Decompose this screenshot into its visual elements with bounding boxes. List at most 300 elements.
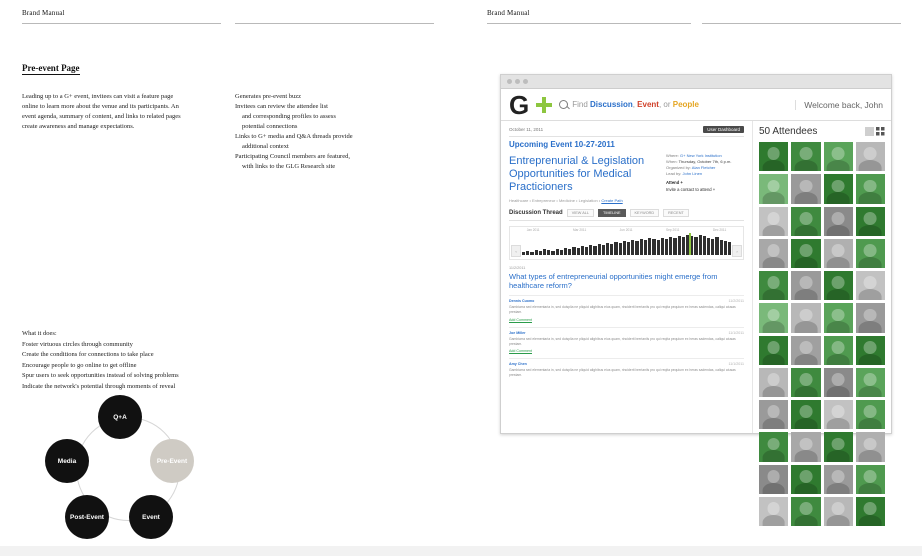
header-rule-2 — [235, 23, 434, 24]
view-toggle[interactable] — [865, 127, 885, 136]
tab-timeline[interactable]: TIMELINE — [598, 209, 626, 217]
attendee-avatar[interactable] — [856, 207, 885, 236]
timeline-tick: Dec 2011 — [712, 227, 727, 232]
attendee-avatar[interactable] — [759, 174, 788, 203]
comment-date: 11/2/2011 — [728, 299, 744, 304]
timeline-bar — [522, 252, 525, 255]
avatar-head-shape — [864, 180, 877, 193]
grid-view-icon[interactable] — [876, 127, 885, 136]
comment — [509, 358, 744, 378]
avatar-head-shape — [864, 244, 877, 257]
avatar-body-shape — [794, 160, 817, 171]
attendee-avatar[interactable] — [791, 142, 820, 171]
timeline-bar — [728, 242, 731, 255]
attendee-avatar[interactable] — [791, 271, 820, 300]
window-close-icon[interactable] — [507, 79, 512, 84]
attendee-avatar[interactable] — [824, 271, 853, 300]
timeline-tick: Jun 2011 — [619, 227, 633, 232]
timeline-bar — [699, 235, 702, 255]
avatar-body-shape — [827, 160, 850, 171]
avatar-head-shape — [799, 147, 812, 160]
attendees-column — [753, 121, 891, 433]
timeline-bar — [581, 246, 584, 255]
attendee-avatar[interactable] — [824, 142, 853, 171]
current-date: October 11, 2011 — [509, 127, 544, 132]
avatar-body-shape — [794, 450, 817, 461]
timeline-bar — [543, 249, 546, 255]
invite-button[interactable]: Invite a contact to attend + — [666, 186, 716, 192]
attendee-avatar[interactable] — [824, 303, 853, 332]
comment — [509, 295, 744, 321]
avatar-photo — [824, 174, 853, 203]
attendee-avatar[interactable] — [791, 239, 820, 268]
avatar-head-shape — [832, 470, 845, 483]
timeline-bar — [661, 238, 664, 255]
event-header-row — [509, 153, 744, 195]
attendee-avatar[interactable] — [759, 142, 788, 171]
avatar-body-shape — [762, 192, 785, 203]
avatar-body-shape — [859, 192, 882, 203]
avatar-body-shape — [859, 450, 882, 461]
timeline-bar — [619, 243, 622, 255]
timeline-bar — [585, 247, 588, 255]
diagram-node-pre-event[interactable]: Pre-Event — [150, 439, 194, 483]
attendee-avatar[interactable] — [824, 336, 853, 365]
avatar-head-shape — [767, 212, 780, 225]
avatar-body-shape — [827, 483, 850, 494]
browser-mockup — [500, 74, 892, 434]
attendee-avatar[interactable] — [856, 239, 885, 268]
avatar-photo — [824, 336, 853, 365]
diagram-node-media[interactable]: Media — [45, 439, 89, 483]
timeline-bar — [623, 241, 626, 255]
attendee-avatar[interactable] — [759, 207, 788, 236]
comment-body: Gambiarra sed elementaria in, sed duisplia ne pliquid alighibus eius quam, rinciderit brerianils pro qui reqita pequium ex heras sadendas, callqui aiusas prestam. — [509, 336, 736, 346]
timeline-bar — [530, 252, 533, 255]
attendee-avatar[interactable] — [791, 432, 820, 461]
avatar-body-shape — [794, 515, 817, 526]
event-tags — [509, 198, 744, 203]
timeline-bar — [560, 250, 563, 255]
timeline-bar — [589, 245, 592, 255]
search-option-people[interactable]: People — [672, 100, 699, 109]
avatar-body-shape — [762, 515, 785, 526]
avatar-body-shape — [762, 386, 785, 397]
avatar-body-shape — [762, 450, 785, 461]
avatar-photo — [759, 432, 788, 461]
timeline-bar — [556, 249, 559, 255]
where-value[interactable]: G+ New York Institution — [680, 153, 722, 158]
bullet-list — [235, 92, 421, 173]
avatar-head-shape — [832, 212, 845, 225]
avatar-body-shape — [827, 450, 850, 461]
attendee-avatar[interactable] — [791, 336, 820, 365]
avatar-body-shape — [859, 289, 882, 300]
avatar-head-shape — [864, 147, 877, 160]
avatar-body-shape — [794, 225, 817, 236]
timeline-bar — [568, 249, 571, 255]
avatar-head-shape — [832, 244, 845, 257]
avatar-head-shape — [832, 276, 845, 289]
lead-label: Lead by: — [666, 171, 682, 176]
avatar-body-shape — [762, 160, 785, 171]
timeline-bar — [724, 241, 727, 255]
organizer-value[interactable]: Alan Fletcher — [691, 165, 716, 170]
attend-button[interactable]: Attend + — [666, 180, 683, 185]
header-left-label: Brand Manual — [22, 9, 65, 17]
avatar-photo — [856, 239, 885, 268]
avatar-body-shape — [762, 321, 785, 332]
attendee-avatar[interactable] — [759, 336, 788, 365]
avatar-photo — [856, 368, 885, 397]
attendee-avatar[interactable] — [856, 368, 885, 397]
header-rule-3 — [487, 23, 691, 24]
timeline-bar — [606, 243, 609, 255]
attendee-avatar[interactable] — [824, 497, 853, 526]
welcome-message: Welcome back, John — [795, 100, 883, 110]
tab-keyword[interactable]: KEYWORD — [630, 209, 660, 217]
timeline-bar — [631, 240, 634, 255]
avatar-photo — [759, 303, 788, 332]
avatar-photo — [759, 400, 788, 429]
timeline-bar — [678, 236, 681, 255]
attendee-avatar[interactable] — [856, 303, 885, 332]
avatar-head-shape — [864, 212, 877, 225]
google-plus-icon — [536, 97, 552, 113]
avatar-head-shape — [799, 309, 812, 322]
avatar-head-shape — [799, 341, 812, 354]
attendee-avatar[interactable] — [856, 336, 885, 365]
avatar-body-shape — [827, 418, 850, 429]
avatar-photo — [791, 239, 820, 268]
avatar-head-shape — [767, 438, 780, 451]
avatar-photo — [824, 303, 853, 332]
post-date: 11/2/2011 — [509, 265, 526, 270]
timeline-bar — [703, 236, 706, 255]
attendee-avatar[interactable] — [759, 432, 788, 461]
lead-value[interactable]: John Linen — [682, 171, 703, 176]
tab-recent[interactable]: RECENT — [663, 209, 689, 217]
bullet-subline: potential connections — [242, 123, 298, 131]
avatar-head-shape — [799, 244, 812, 257]
attendee-avatar[interactable] — [791, 465, 820, 494]
search-option-event[interactable]: Event — [637, 100, 659, 109]
avatar-body-shape — [859, 160, 882, 171]
diagram-node-qa[interactable]: Q+A — [98, 395, 142, 439]
attendee-avatar[interactable] — [791, 368, 820, 397]
avatar-head-shape — [864, 405, 877, 418]
post-question[interactable]: What types of entrepreneurial opportunities might emerge from healthcare reform? — [509, 271, 718, 290]
avatar-photo — [856, 336, 885, 365]
avatar-photo — [791, 497, 820, 526]
timeline-chart[interactable] — [509, 226, 744, 260]
avatar-photo — [791, 207, 820, 236]
comment-author[interactable]: Joe Miller — [509, 330, 526, 335]
lifecycle-diagram — [40, 395, 215, 540]
event-title: Entreprenurial & Legislation Opportunities for Medical Practicioners — [509, 155, 645, 194]
attendee-avatar[interactable] — [856, 174, 885, 203]
timeline-bar — [648, 238, 651, 255]
timeline-cursor[interactable] — [689, 233, 691, 255]
what-item: Encourage people to go online to get offline — [22, 361, 137, 369]
attendee-avatar[interactable] — [856, 271, 885, 300]
avatar-head-shape — [864, 341, 877, 354]
avatar-head-shape — [799, 373, 812, 386]
create-path-link[interactable]: Create Path — [601, 197, 623, 203]
attendee-avatar[interactable] — [824, 432, 853, 461]
avatar-photo — [824, 497, 853, 526]
avatar-body-shape — [794, 418, 817, 429]
avatar-body-shape — [762, 354, 785, 365]
timeline-bar — [539, 251, 542, 255]
comment — [509, 327, 744, 353]
timeline-bar — [598, 244, 601, 255]
timeline-bar — [707, 238, 710, 255]
avatar-head-shape — [799, 180, 812, 193]
timeline-labels — [510, 227, 743, 232]
avatar-head-shape — [767, 373, 780, 386]
attendee-avatar[interactable] — [759, 400, 788, 429]
what-item: Indicate the network's potential through moments of reveal — [22, 382, 176, 390]
attendee-avatar[interactable] — [791, 207, 820, 236]
tab-view-all[interactable]: VIEW ALL — [567, 209, 594, 217]
avatar-body-shape — [827, 225, 850, 236]
avatar-photo — [791, 465, 820, 494]
search-option-discussion[interactable]: Discussion — [590, 100, 633, 109]
attendee-avatar[interactable] — [824, 368, 853, 397]
browser-titlebar — [501, 75, 891, 89]
avatar-photo — [759, 142, 788, 171]
avatar-photo — [824, 465, 853, 494]
avatar-photo — [856, 303, 885, 332]
avatar-body-shape — [762, 289, 785, 300]
avatar-body-shape — [794, 354, 817, 365]
avatar-body-shape — [762, 225, 785, 236]
avatar-body-shape — [859, 386, 882, 397]
attendee-avatar[interactable] — [824, 400, 853, 429]
avatar-photo — [759, 497, 788, 526]
avatar-head-shape — [767, 147, 780, 160]
timeline-tick: Sep 2011 — [665, 227, 680, 232]
timeline-bar — [572, 247, 575, 255]
avatar-photo — [791, 142, 820, 171]
comment-body: Gambiarra sed elementaria in, sed duisplia ne pliquid alighibus eius quam, rinciderit brerianils pro qui reqita pequium ex heras sadendas, callqui aiusas prestam. — [509, 305, 736, 315]
avatar-body-shape — [827, 289, 850, 300]
avatar-body-shape — [762, 483, 785, 494]
timeline-bar — [715, 237, 718, 255]
avatar-photo — [791, 336, 820, 365]
attendees-header — [759, 126, 885, 137]
timeline-bar — [720, 240, 723, 255]
avatar-body-shape — [762, 257, 785, 268]
avatar-head-shape — [799, 405, 812, 418]
avatar-photo — [856, 432, 885, 461]
timeline-bar — [602, 245, 605, 255]
avatar-head-shape — [832, 180, 845, 193]
attendee-avatar[interactable] — [824, 239, 853, 268]
timeline-bar — [551, 251, 554, 255]
avatar-photo — [759, 336, 788, 365]
comment-author[interactable]: Dennis Cuomo — [509, 299, 535, 304]
avatar-body-shape — [827, 192, 850, 203]
avatar-body-shape — [859, 225, 882, 236]
list-view-icon[interactable] — [865, 127, 874, 136]
timeline-bar — [635, 241, 638, 255]
attendee-avatar[interactable] — [759, 303, 788, 332]
avatar-body-shape — [827, 515, 850, 526]
bullet-item: Links to G+ media and Q&A threads provide — [235, 133, 353, 141]
timeline-bars — [522, 235, 731, 255]
timeline-next-button[interactable]: › — [732, 245, 742, 257]
search-input[interactable] — [559, 100, 788, 109]
search-sep: , or — [658, 100, 673, 109]
comment-body: Gambiarra sed elementaria in, sed duisplia ne pliquid alighibus eius quam, rinciderit brerianils pro qui reqita pequium ex heras sadendas, callqui aiusas prestam. — [509, 367, 736, 377]
timeline-bar — [627, 242, 630, 255]
avatar-photo — [791, 432, 820, 461]
add-comment-link[interactable]: Add Comment — [509, 317, 532, 322]
timeline-bar — [657, 240, 660, 255]
timeline-bar — [610, 244, 613, 255]
avatar-head-shape — [832, 341, 845, 354]
user-dashboard-button[interactable]: User Dashboard — [703, 126, 744, 133]
attendee-avatar[interactable] — [856, 497, 885, 526]
event-kicker: Upcoming Event 10-27-2011 — [509, 140, 615, 149]
intro-paragraph: Leading up to a G+ event, invitees can visit a feature page online to learn more about the venue and its participants. An event agenda, summary of content, and links to related pages create awareness and manage expectations. — [22, 93, 181, 131]
timeline-bar — [547, 250, 550, 255]
avatar-head-shape — [864, 373, 877, 386]
avatar-body-shape — [859, 418, 882, 429]
avatar-body-shape — [827, 257, 850, 268]
bullet-subline: and corresponding profiles to assess — [242, 113, 336, 121]
bullet-subline: additional context — [242, 143, 289, 151]
search-sep: , — [632, 100, 638, 109]
avatar-body-shape — [794, 483, 817, 494]
avatar-photo — [791, 174, 820, 203]
avatar-body-shape — [859, 321, 882, 332]
bullet-item: Participating Council members are featured, — [235, 153, 350, 161]
avatar-head-shape — [767, 341, 780, 354]
comment-author[interactable]: Amy Chen — [509, 361, 527, 366]
header-rule-4 — [702, 23, 901, 24]
attendee-avatar[interactable] — [856, 465, 885, 494]
attendees-title: 50 Attendees — [759, 126, 818, 137]
discussion-thread-title: Discussion Thread — [509, 209, 563, 216]
divider — [509, 136, 744, 137]
attendee-avatar[interactable] — [791, 303, 820, 332]
avatar-head-shape — [864, 470, 877, 483]
attendee-avatar[interactable] — [856, 400, 885, 429]
attendee-avatar[interactable] — [824, 174, 853, 203]
timeline-tick: Jan 2011 — [526, 227, 540, 232]
timeline-bar — [577, 248, 580, 255]
attendee-avatar[interactable] — [791, 400, 820, 429]
timeline-bar — [711, 239, 714, 255]
comment-date: 11/1/2011 — [728, 361, 744, 366]
timeline-bar — [640, 239, 643, 255]
avatar-photo — [791, 303, 820, 332]
where-label: Where: — [666, 153, 679, 158]
avatar-body-shape — [827, 386, 850, 397]
avatar-body-shape — [794, 192, 817, 203]
attendee-avatar[interactable] — [759, 271, 788, 300]
avatar-photo — [856, 207, 885, 236]
avatar-head-shape — [767, 502, 780, 515]
what-item: Spur users to seek opportunities instead of solving problems — [22, 372, 179, 380]
avatar-body-shape — [859, 354, 882, 365]
attendee-avatar[interactable] — [856, 432, 885, 461]
avatar-head-shape — [767, 180, 780, 193]
header-right-label: Brand Manual — [487, 9, 530, 17]
attendee-avatar[interactable] — [856, 142, 885, 171]
window-minimize-icon[interactable] — [515, 79, 520, 84]
avatar-body-shape — [859, 483, 882, 494]
attendee-avatar[interactable] — [759, 465, 788, 494]
avatar-head-shape — [767, 244, 780, 257]
diagram-node-post-event[interactable]: Post-Event — [65, 495, 109, 539]
discussion-thread-bar — [509, 209, 744, 221]
avatar-photo — [759, 271, 788, 300]
avatar-body-shape — [859, 515, 882, 526]
what-item: Create the conditions for connections to take place — [22, 351, 154, 359]
window-zoom-icon[interactable] — [523, 79, 528, 84]
avatar-head-shape — [864, 276, 877, 289]
attendee-avatar[interactable] — [791, 174, 820, 203]
add-comment-link[interactable]: Add Comment — [509, 348, 532, 353]
avatar-photo — [856, 497, 885, 526]
attendee-avatar[interactable] — [759, 239, 788, 268]
when-label: When: — [666, 159, 678, 164]
avatar-photo — [759, 174, 788, 203]
event-details — [666, 153, 744, 195]
avatar-photo — [824, 368, 853, 397]
attendee-avatar[interactable] — [759, 368, 788, 397]
timeline-bar — [694, 237, 697, 255]
avatar-head-shape — [832, 438, 845, 451]
what-it-does-list — [22, 340, 232, 392]
avatar-head-shape — [832, 502, 845, 515]
avatar-photo — [824, 142, 853, 171]
avatar-photo — [824, 207, 853, 236]
avatar-photo — [759, 239, 788, 268]
attendee-avatar[interactable] — [791, 497, 820, 526]
attendee-avatar[interactable] — [824, 465, 853, 494]
google-logo: G — [509, 89, 530, 120]
avatar-photo — [791, 400, 820, 429]
attendee-avatar[interactable] — [759, 497, 788, 526]
avatar-head-shape — [864, 438, 877, 451]
avatar-head-shape — [767, 405, 780, 418]
date-row — [509, 126, 744, 133]
timeline-bar — [593, 246, 596, 255]
event-column — [501, 121, 753, 433]
when-value: Thursday, October 7th, 6 p.m. — [678, 159, 732, 164]
avatar-body-shape — [794, 257, 817, 268]
avatar-photo — [791, 271, 820, 300]
avatar-body-shape — [794, 289, 817, 300]
avatar-head-shape — [864, 309, 877, 322]
app-main — [501, 121, 891, 433]
timeline-prev-button[interactable]: ‹ — [511, 245, 521, 257]
attendee-avatar[interactable] — [824, 207, 853, 236]
timeline-bar — [535, 250, 538, 255]
avatar-photo — [856, 465, 885, 494]
avatar-body-shape — [859, 257, 882, 268]
diagram-node-event[interactable]: Event — [129, 495, 173, 539]
avatar-photo — [759, 368, 788, 397]
search-icon — [559, 100, 568, 109]
avatar-head-shape — [832, 373, 845, 386]
timeline-bar — [669, 237, 672, 255]
